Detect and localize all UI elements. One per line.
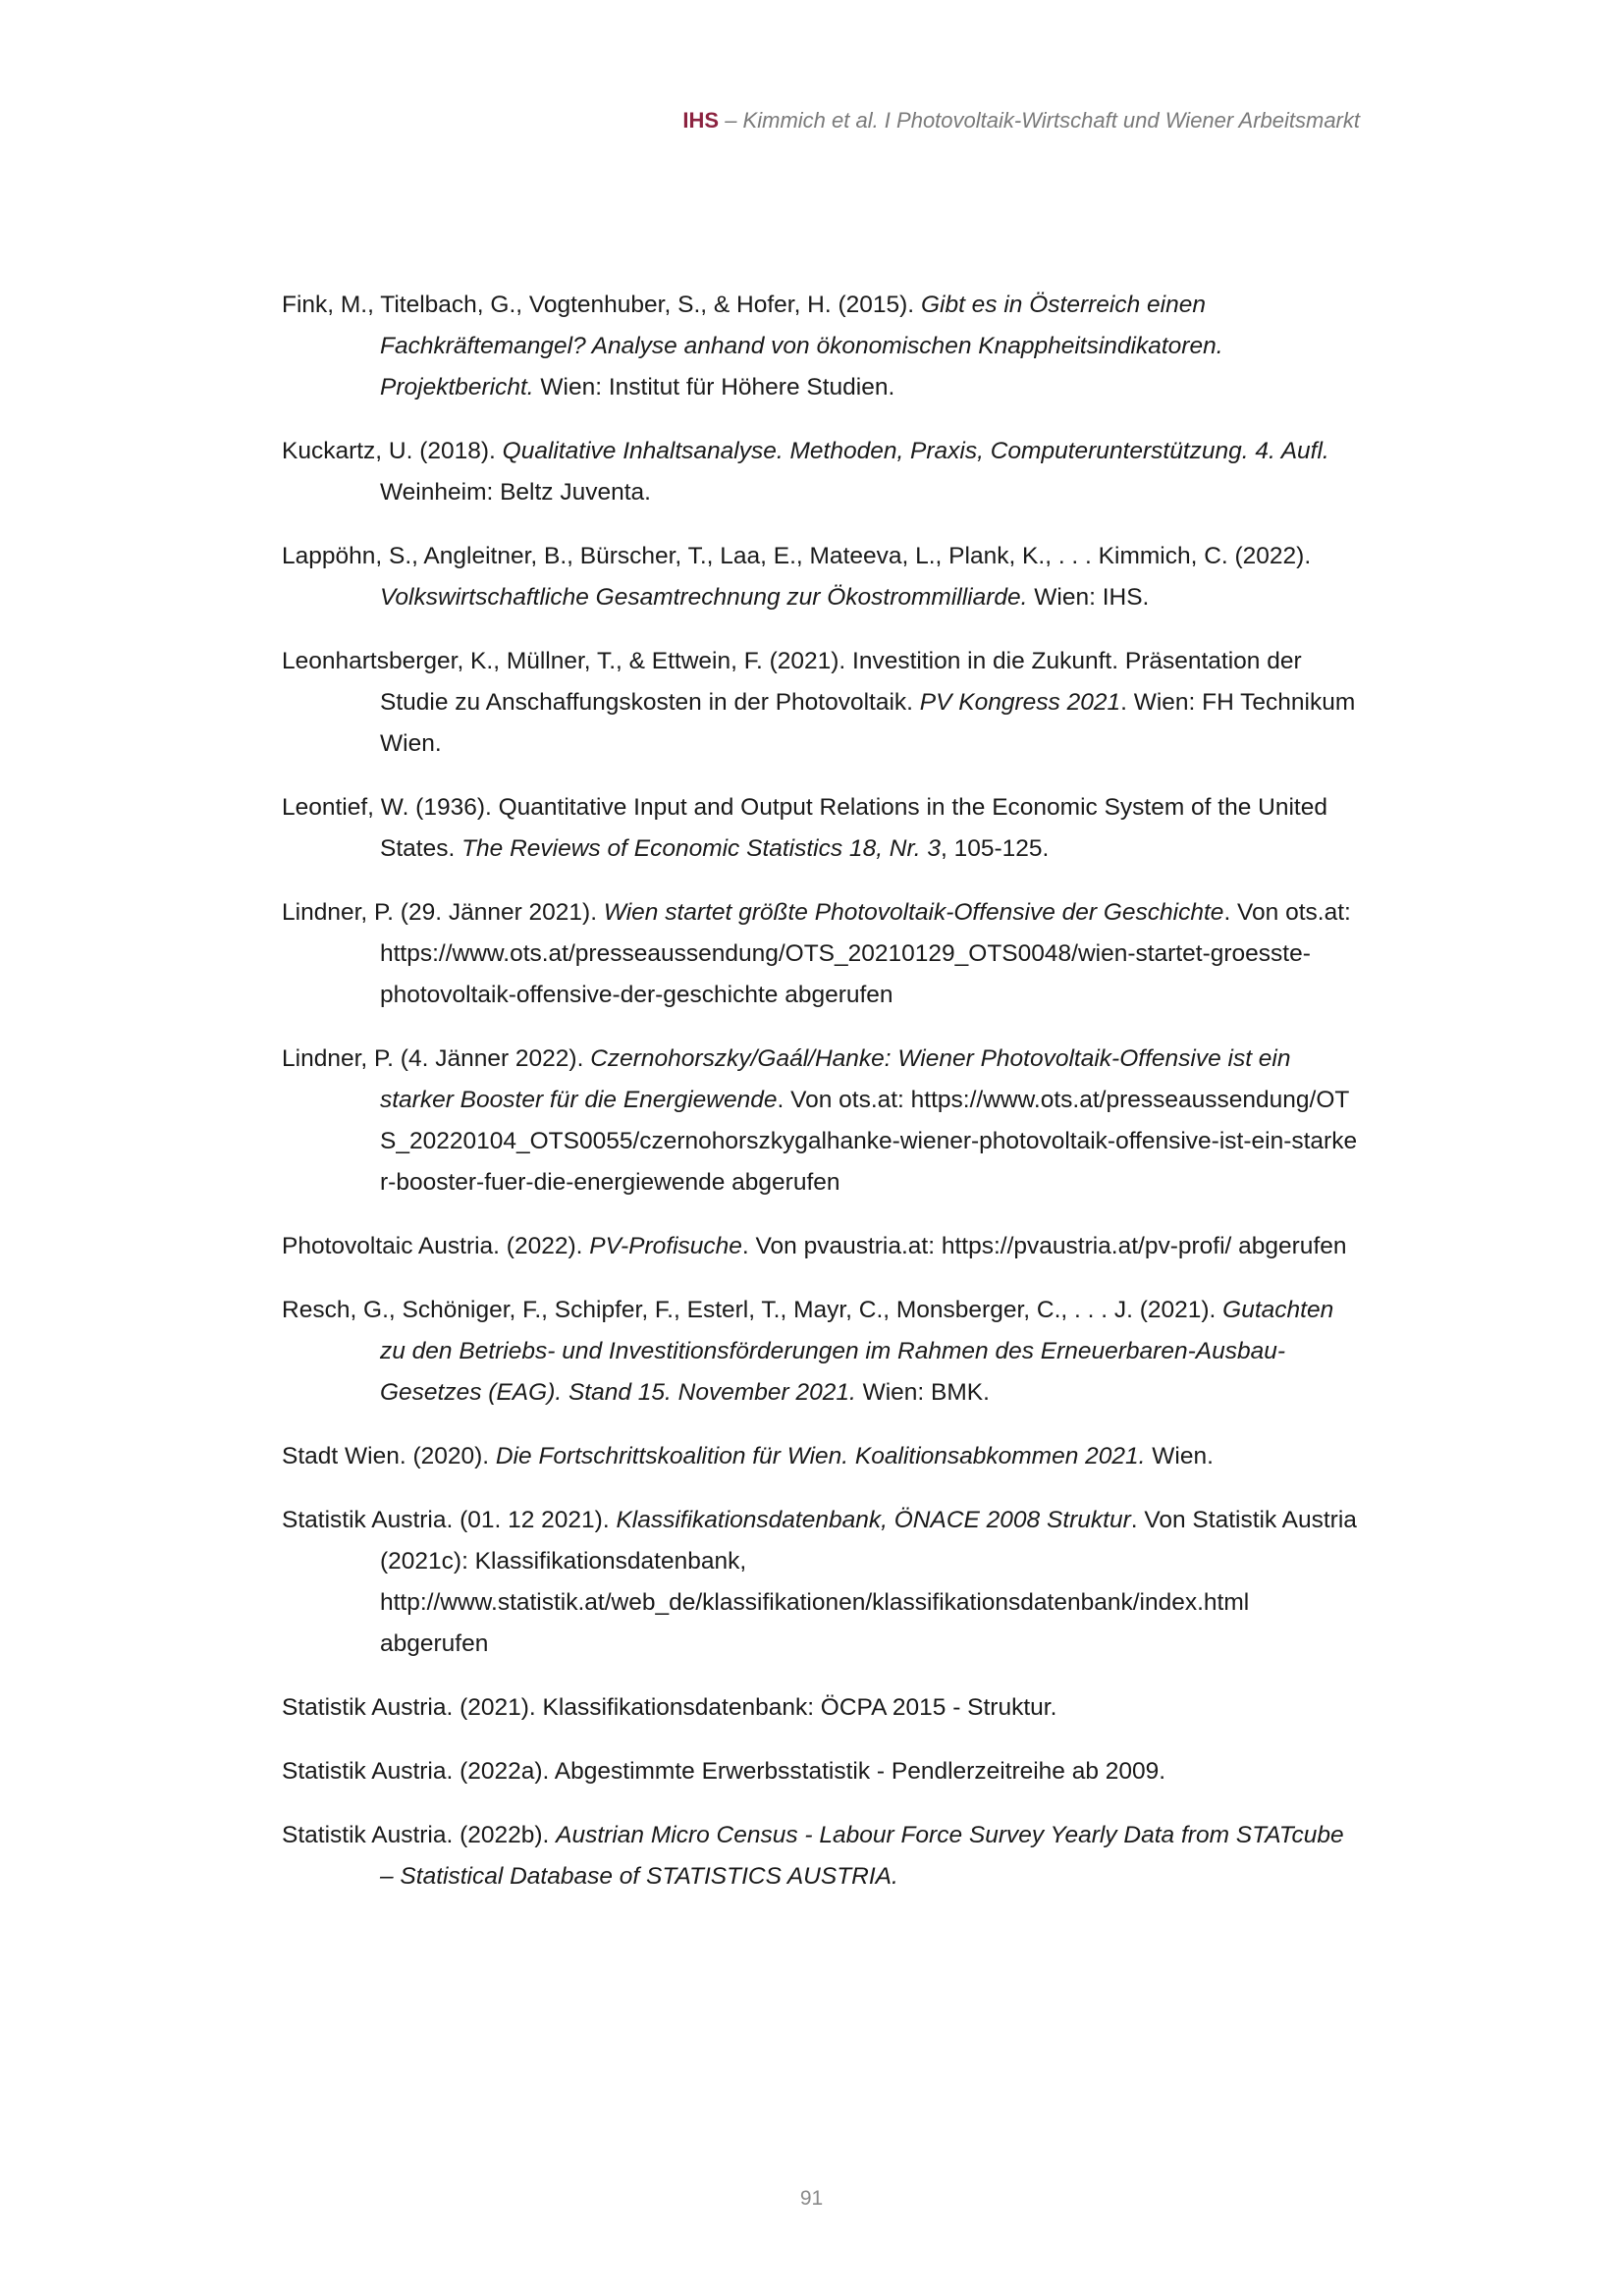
reference-text: . Von ots.at:	[777, 1087, 911, 1113]
running-header	[682, 108, 1360, 133]
reference-text: Weinheim: Beltz Juventa.	[380, 479, 651, 506]
reference-text: Photovoltaic Austria. (2022).	[282, 1233, 590, 1259]
reference-entry	[282, 431, 1362, 513]
reference-text: Statistik Austria. (2022b).	[282, 1822, 557, 1848]
reference-entry	[282, 1815, 1362, 1897]
reference-title: Wien startet größte Photovoltaik-Offensive der Geschichte	[603, 899, 1224, 926]
reference-text: . Von pvaustria.at: https://pvaustria.at/pv-profi/ abgerufen	[741, 1233, 1347, 1259]
reference-title: Die Fortschrittskoalition für Wien. Koalitionsabkommen 2021.	[495, 1443, 1146, 1469]
reference-text: Stadt Wien. (2020).	[282, 1443, 496, 1469]
reference-entry	[282, 1687, 1362, 1729]
reference-text: Statistik Austria. (2022a). Abgestimmte Erwerbsstatistik - Pendlerzeitreihe ab 2009.	[282, 1758, 1166, 1785]
reference-title: Czernohorszky/Gaál/Hanke: Wiener Photovoltaik-Offensive ist ein starker Booster für die Energiewende	[380, 1045, 1291, 1113]
page-number: 91	[799, 2187, 824, 2210]
header-title: – Kimmich et al. I Photovoltaik-Wirtschaft und Wiener Arbeitsmarkt	[719, 108, 1360, 133]
reference-text: Kuckartz, U. (2018).	[282, 438, 503, 464]
reference-entry	[282, 892, 1362, 1016]
reference-entry	[282, 285, 1362, 408]
reference-text: Resch, G., Schöniger, F., Schipfer, F., Esterl, T., Mayr, C., Monsberger, C., . . . J. (2021).	[282, 1297, 1223, 1323]
reference-text: Lappöhn, S., Angleitner, B., Bürscher, T., Laa, E., Mateeva, L., Plank, K., . . . Kimmich, C. (2022).	[282, 543, 1312, 569]
header-brand: IHS	[682, 108, 720, 133]
reference-title: PV Kongress 2021	[919, 689, 1121, 716]
reference-text: Wien: BMK.	[855, 1379, 990, 1406]
reference-text: . Wien: FH Technikum Wien.	[380, 689, 1356, 757]
reference-text: Wien: IHS.	[1027, 584, 1150, 611]
reference-entry	[282, 1751, 1362, 1792]
reference-entry	[282, 1226, 1362, 1267]
reference-text: Statistik Austria. (2021). Klassifikationsdatenbank: ÖCPA 2015 - Struktur.	[282, 1694, 1057, 1721]
reference-title: Gibt es in Österreich einen Fachkräftemangel? Analyse anhand von ökonomischen Knappheitsindikatoren. Projektbericht.	[380, 292, 1223, 400]
reference-text: Statistik Austria. (01. 12 2021).	[282, 1507, 617, 1533]
reference-entry	[282, 787, 1362, 870]
reference-text: Lindner, P. (29. Jänner 2021).	[282, 899, 604, 926]
reference-entry	[282, 1290, 1362, 1414]
reference-text: Wien.	[1145, 1443, 1214, 1469]
reference-title: PV-Profisuche	[589, 1233, 742, 1259]
reference-text: . Von ots.at: https://www.ots.at/presseaussendung/OTS_20210129_OTS0048/wien-startet-groesste-photovoltaik-offensive-der-geschichte abgerufen	[380, 899, 1351, 1008]
reference-text: Wien: Institut für Höhere Studien.	[533, 374, 895, 400]
reference-entry	[282, 1500, 1362, 1665]
reference-text: Lindner, P. (4. Jänner 2022).	[282, 1045, 591, 1072]
reference-list	[282, 285, 1362, 1920]
reference-text: Leonhartsberger, K., Müllner, T., & Ettwein, F. (2021). Investition in die Zukunft. Präsentation der Studie zu Anschaffungskosten in der Photovoltaik.	[282, 648, 1302, 716]
reference-text: Leontief, W. (1936). Quantitative Input and Output Relations in the Economic System of the United States.	[282, 794, 1327, 862]
reference-title: Gutachten zu den Betriebs- und Investitionsförderungen im Rahmen des Erneuerbaren-Ausbau-Gesetzes (EAG). Stand 15. November 2021.	[380, 1297, 1334, 1406]
reference-title: Austrian Micro Census - Labour Force Survey Yearly Data from STATcube – Statistical Database of STATISTICS AUSTRIA.	[380, 1822, 1344, 1890]
reference-entry	[282, 641, 1362, 765]
reference-title: The Reviews of Economic Statistics 18, Nr. 3	[461, 835, 941, 862]
reference-entry	[282, 1436, 1362, 1477]
reference-text: , 105-125.	[941, 835, 1050, 862]
reference-text: . Von Statistik Austria (2021c): Klassifikationsdatenbank, http://www.statistik.at/web_de/klassifikationen/klassifikationsdatenbank/index.html abgerufen	[380, 1507, 1357, 1657]
reference-text: Fink, M., Titelbach, G., Vogtenhuber, S., & Hofer, H. (2015).	[282, 292, 921, 318]
reference-title: Volkswirtschaftliche Gesamtrechnung zur Ökostrommilliarde.	[380, 584, 1028, 611]
reference-text: abgerufen	[725, 1169, 840, 1196]
reference-title: Klassifikationsdatenbank, ÖNACE 2008 Struktur	[616, 1507, 1131, 1533]
reference-text: https://www.ots.at/presseaussendung/OTS_20220104_OTS0055/czernohorszkygalhanke-wiener-photovoltaik-offensive-ist-ein-starker-booster-fuer-die-energiewende	[380, 1087, 1358, 1196]
reference-title: Qualitative Inhaltsanalyse. Methoden, Praxis, Computerunterstützung. 4. Aufl.	[502, 438, 1329, 464]
reference-entry	[282, 1039, 1362, 1203]
reference-entry	[282, 536, 1362, 618]
